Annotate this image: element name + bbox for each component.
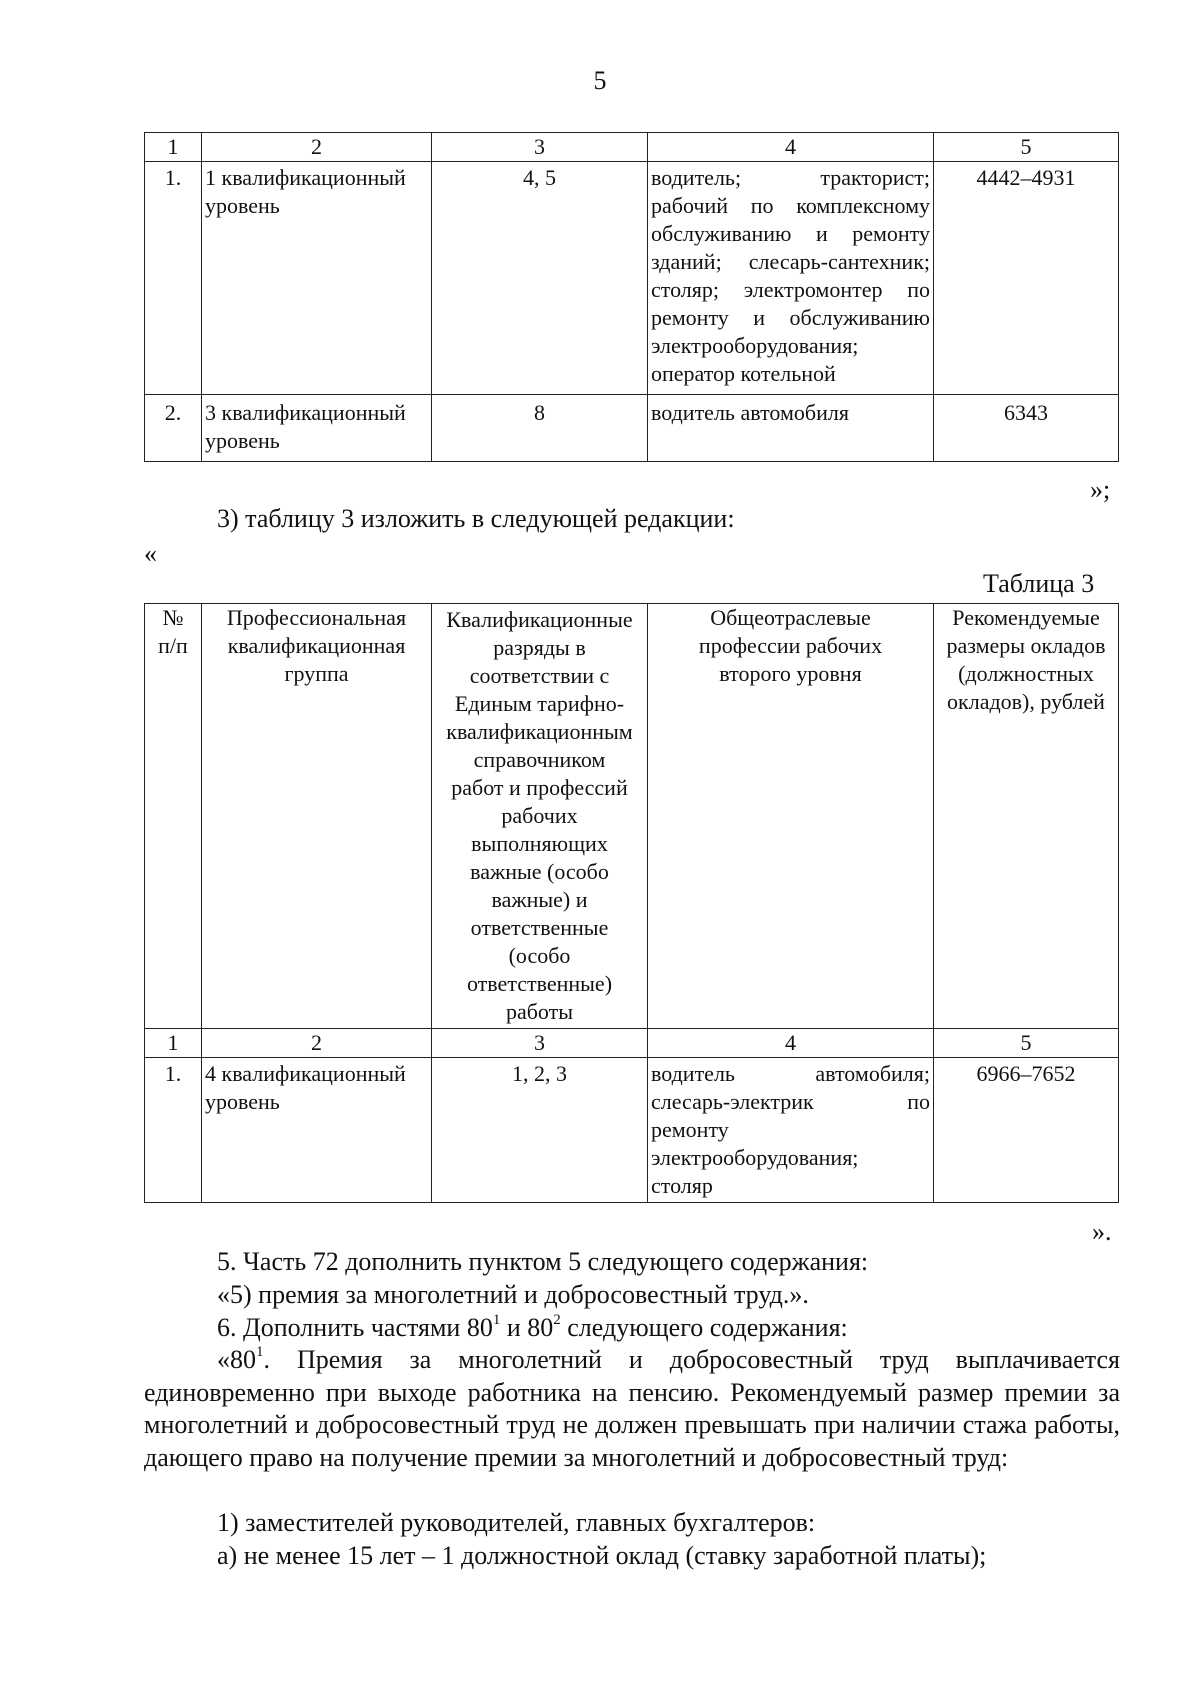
superscript: 1	[492, 1312, 501, 1329]
qualification-grades: 8	[432, 395, 648, 462]
header-line: разряды в	[493, 635, 586, 660]
header-line: ответственные	[470, 915, 609, 940]
paragraph-text: . Премия за многолетний и добросовестный труд выплачивается единовременно при выходе работника на пенсию. Рекомендуемый размер премии за многолетний и добросовестный труд не должен превышать при наличии стажа работы, дающего право на получение премии за многолетний и добросовестный труд:	[144, 1345, 1120, 1472]
header-line: Общеотраслевые	[710, 605, 871, 630]
header-line: квалификационным	[446, 719, 633, 744]
profession-line: водитель автомобиля;	[651, 1061, 930, 1086]
table-header-row	[145, 133, 1119, 162]
item-3-text: 3) таблицу 3 изложить в следующей редакции:	[217, 504, 735, 533]
header-line: квалификационная	[227, 633, 406, 658]
item-5-line-1: 5. Часть 72 дополнить пунктом 5 следующего содержания:	[217, 1247, 869, 1276]
professions	[648, 1058, 934, 1203]
group-line: уровень	[205, 428, 280, 453]
qualification-group	[202, 1058, 432, 1203]
superscript: 1	[256, 1344, 264, 1361]
header-line: важные (особо	[470, 859, 609, 884]
item-6-text: следующего содержания:	[560, 1313, 848, 1342]
row-number: 2.	[145, 395, 202, 462]
header-line: окладов), рублей	[947, 689, 1105, 714]
header-line: работы	[505, 999, 574, 1024]
sub-item-1: 1) заместителей руководителей, главных бухгалтеров:	[217, 1508, 816, 1537]
header-line: выполняющих	[471, 831, 608, 856]
qualification-grades: 1, 2, 3	[432, 1058, 648, 1203]
header-grades	[432, 604, 648, 1029]
profession-line: слесарь-электрик по	[651, 1089, 930, 1114]
profession-line: столяр	[651, 1173, 713, 1198]
qualification-grades: 4, 5	[432, 162, 648, 395]
item-6-text: и 80	[500, 1313, 554, 1342]
group-line: 4 квалификационный	[205, 1061, 406, 1086]
group-line: 3 квалификационный	[205, 400, 406, 425]
item-5-line-2: «5) премия за многолетний и добросовестный труд.».	[217, 1280, 809, 1309]
header-line: работ и профессий	[451, 775, 628, 800]
header-salary	[934, 604, 1119, 1029]
professions	[648, 162, 934, 395]
salary: 6966–7652	[934, 1058, 1119, 1203]
table-3	[144, 603, 1119, 1203]
superscript: 2	[553, 1312, 561, 1329]
row-number: 1.	[145, 1058, 202, 1203]
header-line: (должностных	[958, 661, 1094, 686]
column-number-row	[145, 1029, 1119, 1058]
col-number-4: 4	[648, 1029, 934, 1058]
header-line: №	[162, 605, 184, 630]
header-professions	[648, 604, 934, 1029]
header-line: п/п	[158, 633, 188, 658]
page-number: 5	[593, 66, 607, 95]
header-line: второго уровня	[719, 661, 862, 686]
header-line: группа	[284, 661, 349, 686]
header-line: рабочих	[501, 803, 578, 828]
profession-line: столяр; электромонтер по	[651, 277, 930, 302]
table-row	[145, 395, 1119, 462]
qualification-group	[202, 162, 432, 395]
qualification-group	[202, 395, 432, 462]
col-number-1: 1	[145, 1029, 202, 1058]
profession-line: зданий; слесарь-сантехник;	[651, 249, 930, 274]
profession-line: оператор котельной	[651, 361, 836, 386]
table-continuation	[144, 132, 1119, 462]
col-number-5: 5	[934, 1029, 1119, 1058]
header-number	[145, 604, 202, 1029]
item-6-line	[217, 1312, 848, 1344]
col-number-3: 3	[432, 133, 648, 162]
table-row	[145, 162, 1119, 395]
header-line: размеры окладов	[946, 633, 1106, 658]
header-line: Единым тарифно-	[454, 691, 625, 716]
profession-line: ремонту	[651, 1117, 729, 1142]
profession-line: водитель автомобиля	[651, 400, 849, 425]
header-line: Квалификационные	[446, 607, 633, 632]
header-line: ответственные)	[466, 971, 613, 996]
header-group	[202, 604, 432, 1029]
header-line: важные) и	[491, 887, 588, 912]
opening-quote: «	[144, 539, 157, 568]
col-number-3: 3	[432, 1029, 648, 1058]
profession-line: обслуживанию и ремонту	[651, 221, 930, 246]
header-line: соответствии с	[469, 663, 610, 688]
header-line: Рекомендуемые	[952, 605, 1100, 630]
profession-line: электрооборудования;	[651, 1145, 859, 1170]
table-row	[145, 1058, 1119, 1203]
header-line: справочником	[473, 747, 606, 772]
profession-line: рабочий по комплексному	[651, 193, 930, 218]
paragraph-lead: «80	[217, 1345, 256, 1374]
profession-line: электрооборудования;	[651, 333, 859, 358]
table-header-row	[145, 604, 1119, 1029]
col-number-1: 1	[145, 133, 202, 162]
profession-line: ремонту и обслуживанию	[651, 305, 930, 330]
col-number-2: 2	[202, 133, 432, 162]
profession-line: водитель; тракторист;	[651, 165, 930, 190]
group-line: уровень	[205, 1089, 280, 1114]
header-line: Профессиональная	[226, 605, 407, 630]
item-6-text: 6. Дополнить частями 80	[217, 1313, 493, 1342]
col-number-5: 5	[934, 133, 1119, 162]
table-caption: Таблица 3	[983, 569, 1095, 598]
group-line: 1 квалификационный	[205, 165, 406, 190]
salary: 4442–4931	[934, 162, 1119, 395]
row-number: 1.	[145, 162, 202, 395]
closing-quote: ».	[1092, 1217, 1112, 1246]
professions	[648, 395, 934, 462]
col-number-4: 4	[648, 133, 934, 162]
sub-item-a: а) не менее 15 лет – 1 должностной оклад (ставку заработной платы);	[217, 1541, 987, 1570]
paragraph-80-1	[144, 1344, 1120, 1474]
header-line: (особо	[508, 943, 571, 968]
group-line: уровень	[205, 193, 280, 218]
header-line: профессии рабочих	[698, 633, 883, 658]
col-number-2: 2	[202, 1029, 432, 1058]
salary: 6343	[934, 395, 1119, 462]
closing-quote: »;	[1090, 475, 1111, 504]
